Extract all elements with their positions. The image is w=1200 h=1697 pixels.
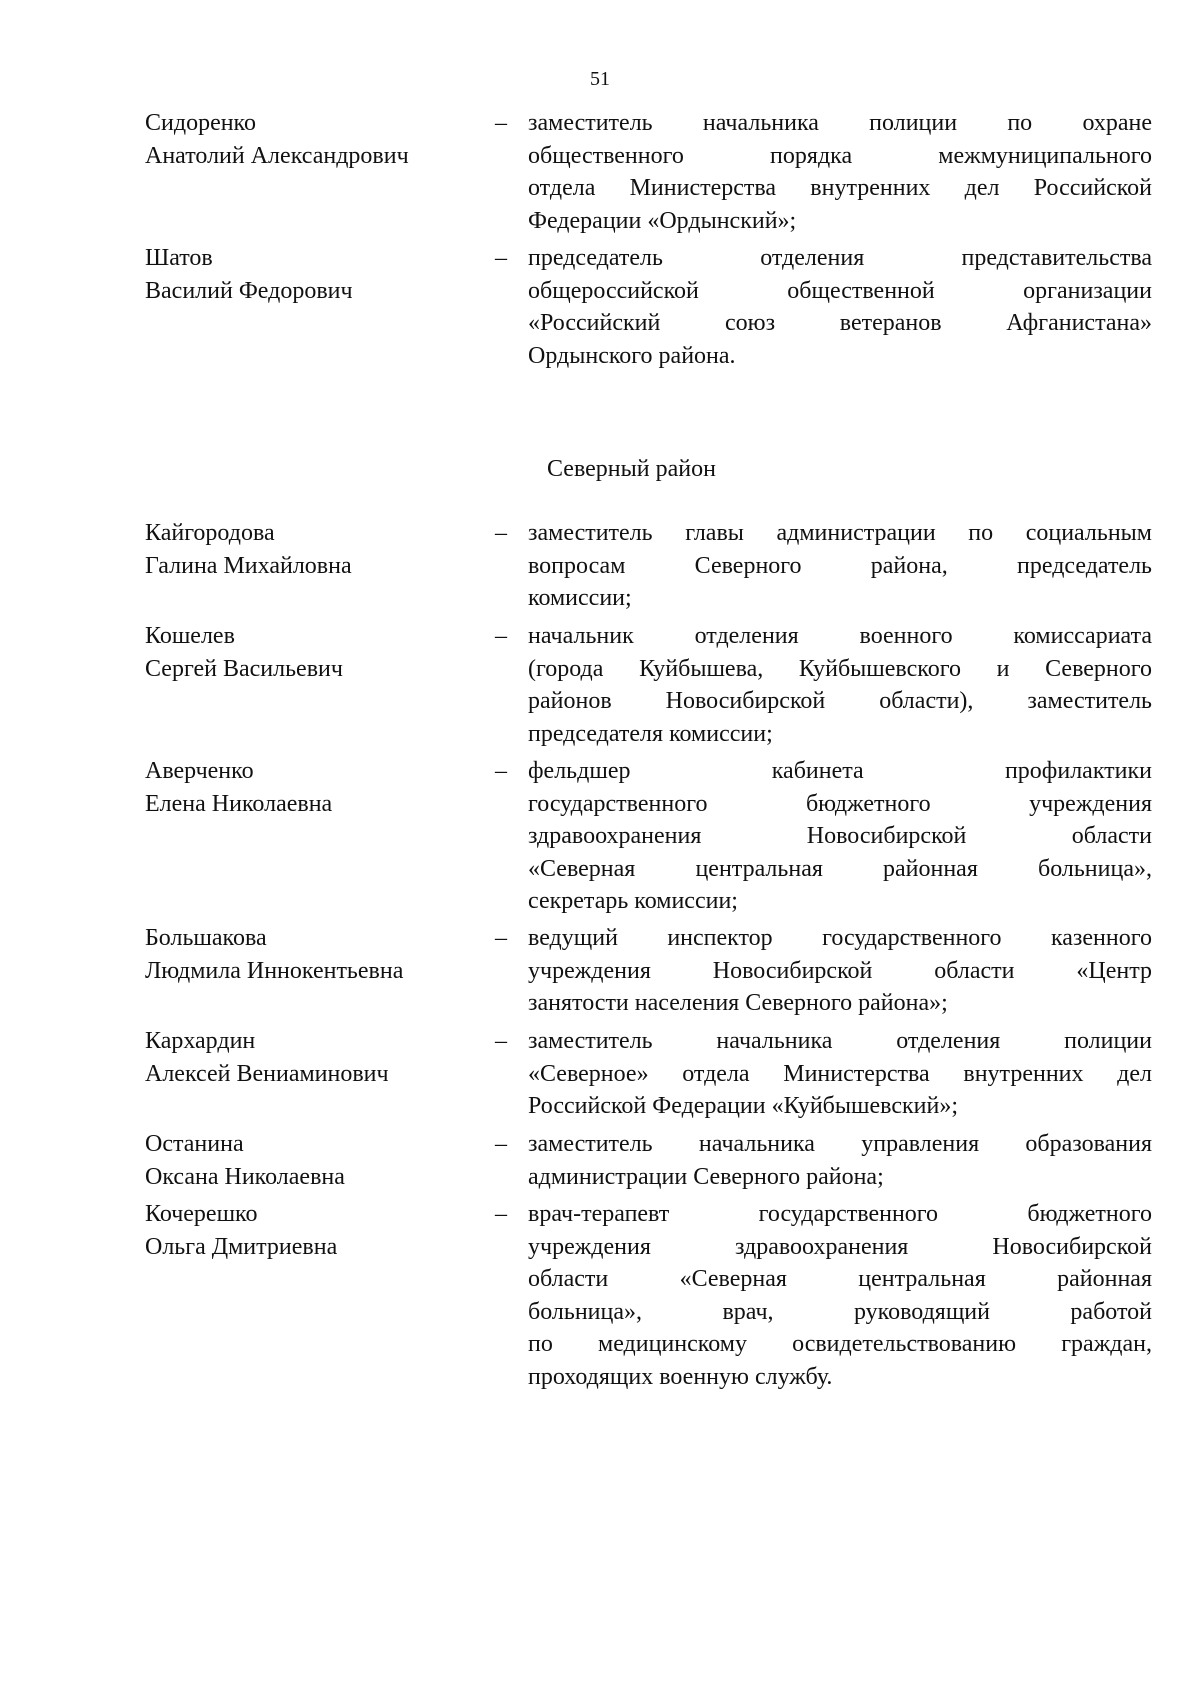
member-position [528,620,1152,750]
member-name [145,620,475,685]
position-line: заместитель начальника отделения полиции [528,1028,1152,1054]
section-entries [0,517,1200,1393]
position-line: заместитель главы администрации по социальным [528,520,1152,546]
position-line: по медицинскому освидетельствованию граждан, [528,1331,1152,1357]
dash: – [495,520,507,546]
section-title: Северный район [547,456,716,482]
member-name [145,1198,475,1263]
position-line: государственного бюджетного учреждения [528,790,1152,817]
position-line: Российской Федерации «Куйбышевский»; [528,1093,958,1119]
member-name [145,517,475,582]
position-line: общероссийской общественной организации [528,277,1152,304]
dash: – [495,925,507,951]
position-line: начальник отделения военного комиссариата [528,623,1152,649]
page-number: 51 [590,68,610,90]
member-surname: Кочерешко [145,1201,258,1227]
position-line: фельдшер кабинета профилактики [528,758,1152,784]
member-given-name: Василий Федорович [145,277,353,304]
member-given-name: Елена Николаевна [145,790,333,817]
position-line: общественного порядка межмуниципального [528,142,1152,169]
dash: – [495,1201,507,1227]
top-entries [0,107,1200,372]
member-surname: Сидоренко [145,110,256,136]
position-line: учреждения Новосибирской области «Центр [528,957,1152,984]
position-line: ведущий инспектор государственного казенного [528,925,1152,951]
member-entry [0,922,1200,1020]
position-line: здравоохранения Новосибирской области [528,823,1152,849]
dash: – [495,623,507,649]
position-line: врач-терапевт государственного бюджетного [528,1201,1152,1227]
member-surname: Шатов [145,245,213,271]
member-surname: Аверченко [145,758,254,784]
position-line: Ордынского района. [528,342,736,369]
dash: – [495,110,507,136]
member-name [145,755,475,820]
member-surname: Останина [145,1131,244,1157]
member-given-name: Галина Михайловна [145,552,352,579]
position-line: «Северная центральная районная больница», [528,855,1152,882]
member-name [145,107,475,172]
member-position [528,1025,1152,1123]
member-name [145,1025,475,1090]
position-line: «Российский союз ветеранов Афганистана» [528,310,1152,336]
position-line: администрации Северного района; [528,1163,884,1190]
position-line: районов Новосибирской области), заместитель [528,688,1152,714]
position-line: больница», врач, руководящий работой [528,1298,1152,1325]
position-line: (города Куйбышева, Куйбышевского и Северного [528,655,1152,682]
position-line: председатель отделения представительства [528,245,1152,271]
member-given-name: Оксана Николаевна [145,1163,345,1190]
dash: – [495,245,507,271]
position-line: заместитель начальника управления образования [528,1131,1152,1157]
position-line: проходящих военную службу. [528,1363,833,1390]
member-entry [0,1025,1200,1123]
member-entry [0,107,1200,237]
member-given-name: Людмила Иннокентьевна [145,957,404,984]
member-given-name: Анатолий Александрович [145,142,409,169]
member-entry [0,755,1200,917]
member-surname: Большакова [145,925,267,951]
member-position [528,1128,1152,1193]
member-given-name: Алексей Вениаминович [145,1060,389,1087]
member-position [528,922,1152,1020]
position-line: секретарь комиссии; [528,888,738,914]
member-given-name: Ольга Дмитриевна [145,1233,338,1260]
member-surname: Кархардин [145,1028,256,1054]
member-name [145,922,475,987]
position-line: учреждения здравоохранения Новосибирской [528,1233,1152,1260]
member-position [528,755,1152,918]
member-name [145,1128,475,1193]
position-line: председателя комиссии; [528,720,773,747]
member-given-name: Сергей Васильевич [145,655,343,682]
position-line: занятости населения Северного района»; [528,990,948,1016]
member-entry [0,1128,1200,1193]
member-position [528,242,1152,372]
member-surname: Кайгородова [145,520,275,546]
member-position [528,1198,1152,1393]
member-position [528,517,1152,615]
position-line: комиссии; [528,585,632,611]
member-entry [0,620,1200,750]
member-surname: Кошелев [145,623,235,649]
member-position [528,107,1152,237]
dash: – [495,1131,507,1157]
member-entry [0,1198,1200,1393]
member-entry [0,242,1200,372]
position-line: Федерации «Ордынский»; [528,207,797,234]
dash: – [495,1028,507,1054]
dash: – [495,758,507,784]
position-line: области «Северная центральная районная [528,1266,1152,1292]
member-name [145,242,475,307]
position-line: «Северное» отдела Министерства внутренних дел [528,1060,1152,1087]
position-line: вопросам Северного района, председатель [528,552,1152,579]
position-line: заместитель начальника полиции по охране [528,110,1152,136]
position-line: отдела Министерства внутренних дел Российской [528,175,1152,201]
member-entry [0,517,1200,615]
